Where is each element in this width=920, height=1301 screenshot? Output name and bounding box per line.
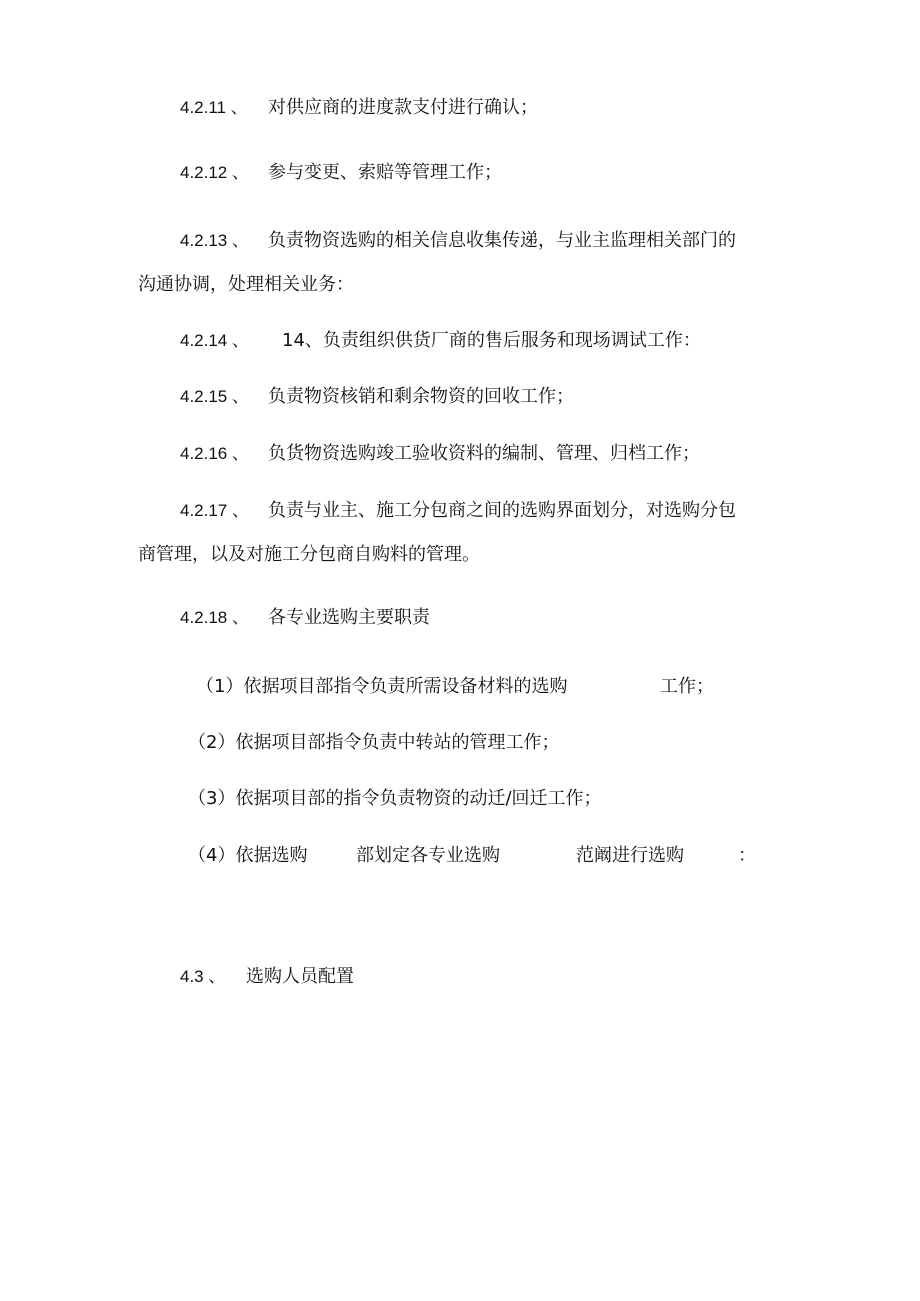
sub-item-2 [188,732,559,754]
sub-item-number: （2） [188,732,236,753]
sub-item-4-part3: 范阚进行选购 [576,845,684,866]
item-4-2-18-text: 各专业选购主要职责 [268,607,430,628]
item-4-2-17-continuation: 商管理，以及对施工分包商自购料的管理。 [138,544,480,565]
item-4-2-12-text: 参与变更、索赔等管理工作； [268,162,502,183]
item-4-2-11 [180,97,248,119]
item-4-2-14-text: 14、负责组织供货厂商的售后服务和现场调试工作： [282,330,701,351]
sub-item-1 [196,676,567,698]
section-4-3-title: 选购人员配置 [246,966,354,987]
item-4-2-16 [180,443,249,465]
item-number: 4.2.13 、 [180,231,249,250]
sub-item-4 [188,845,307,867]
section-4-3 [180,966,225,988]
sub-item-1-tail: 工作； [660,676,714,697]
item-number: 4.2.14 、 [180,331,249,350]
sub-item-4-tail: ： [738,845,756,866]
sub-item-3 [188,788,602,810]
item-4-2-13 [180,230,249,252]
section-number: 4.3 、 [180,967,226,986]
item-4-2-15 [180,386,249,408]
item-4-2-15-text: 负责物资核销和剩余物资的回收工作； [268,386,574,407]
sub-item-text: 依据选购 [235,845,308,866]
item-4-2-18 [180,607,249,629]
sub-item-text: 依据项目部指令负责中转站的管理工作； [235,732,560,753]
item-4-2-13-text: 负责物资选购的相关信息收集传递，与业主监理相关部门的 [268,230,736,251]
item-4-2-12 [180,162,249,184]
item-number: 4.2.12 、 [180,163,249,182]
item-4-2-14 [180,330,249,352]
item-number: 4.2.11 、 [180,98,248,117]
item-4-2-11-text: 对供应商的进度款支付进行确认； [268,97,538,118]
item-4-2-16-text: 负货物资选购竣工验收资料的编制、管理、归档工作； [268,443,700,464]
sub-item-4-part2: 部划定各专业选购 [356,845,500,866]
item-4-2-17-text: 负责与业主、施工分包商之间的选购界面划分，对选购分包 [268,500,736,521]
item-number: 4.2.16 、 [180,444,249,463]
item-4-2-17 [180,500,249,522]
item-number: 4.2.15 、 [180,387,249,406]
item-4-2-13-continuation: 沟通协调，处理相关业务： [138,274,354,295]
item-number: 4.2.18 、 [180,608,249,627]
sub-item-number: （3） [188,788,236,809]
sub-item-text: 依据项目部的指令负责物资的动迁/回迁工作； [235,788,602,809]
sub-item-number: （1） [196,676,244,697]
sub-item-text: 依据项目部指令负责所需设备材料的选购 [243,676,568,697]
sub-item-number: （4） [188,845,236,866]
item-number: 4.2.17 、 [180,501,249,520]
